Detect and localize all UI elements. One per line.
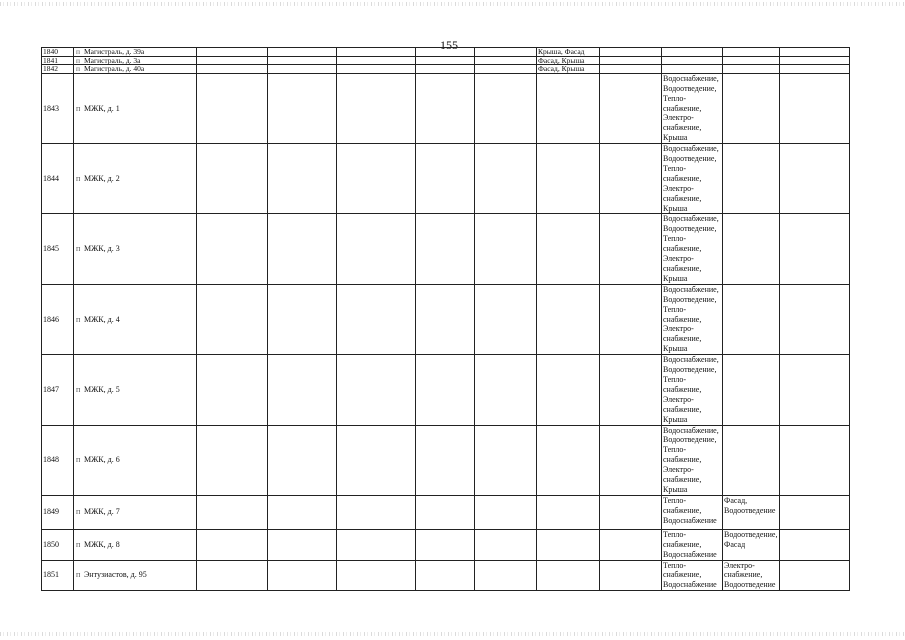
address-text: МЖК, д. 4 bbox=[84, 314, 120, 324]
work-cell bbox=[416, 214, 475, 284]
work-cell bbox=[780, 144, 850, 214]
work-cell: Водоснабжение, Водоотведение, Тепло- снабжение, Электро- снабжение, Крыша bbox=[662, 355, 723, 425]
work-cell bbox=[197, 144, 268, 214]
work-cell bbox=[475, 560, 537, 591]
row-number: 1851 bbox=[42, 560, 74, 591]
work-cell bbox=[197, 495, 268, 529]
work-cell bbox=[416, 65, 475, 74]
work-cell bbox=[537, 284, 600, 354]
work-cell bbox=[723, 48, 780, 57]
address-text: МЖК, д. 1 bbox=[84, 103, 120, 113]
work-cell bbox=[723, 65, 780, 74]
work-cell bbox=[416, 284, 475, 354]
work-cell: Тепло- снабжение, Водоснабжение bbox=[662, 495, 723, 529]
work-cell: Водоснабжение, Водоотведение, Тепло- снабжение, Электро- снабжение, Крыша bbox=[662, 73, 723, 143]
work-cell bbox=[780, 284, 850, 354]
row-number: 1843 bbox=[42, 73, 74, 143]
work-cell bbox=[600, 284, 662, 354]
work-cell bbox=[723, 355, 780, 425]
work-cell bbox=[416, 144, 475, 214]
work-cell bbox=[337, 529, 416, 560]
work-cell bbox=[416, 495, 475, 529]
work-cell bbox=[723, 144, 780, 214]
work-cell bbox=[268, 355, 337, 425]
work-cell bbox=[475, 65, 537, 74]
work-cell bbox=[197, 65, 268, 74]
work-cell bbox=[600, 355, 662, 425]
work-cell bbox=[600, 65, 662, 74]
row-number: 1847 bbox=[42, 355, 74, 425]
row-number: 1845 bbox=[42, 214, 74, 284]
table-row bbox=[42, 56, 850, 65]
address-text: МЖК, д. 5 bbox=[84, 384, 120, 394]
work-cell bbox=[475, 284, 537, 354]
work-cell bbox=[723, 214, 780, 284]
work-cell bbox=[268, 284, 337, 354]
work-cell bbox=[416, 355, 475, 425]
work-cell bbox=[416, 56, 475, 65]
address-cell bbox=[74, 144, 197, 214]
work-cell bbox=[600, 560, 662, 591]
work-cell: Водоснабжение, Водоотведение, Тепло- снабжение, Электро- снабжение, Крыша bbox=[662, 425, 723, 495]
work-cell bbox=[600, 73, 662, 143]
row-number: 1848 bbox=[42, 425, 74, 495]
locality-prefix: п bbox=[76, 47, 81, 56]
address-text: Магистраль, д. 40а bbox=[84, 64, 145, 74]
work-cell bbox=[268, 495, 337, 529]
work-cell bbox=[197, 56, 268, 65]
table-row bbox=[42, 144, 850, 214]
address-cell bbox=[74, 355, 197, 425]
table-row bbox=[42, 48, 850, 57]
work-cell bbox=[337, 495, 416, 529]
work-cell bbox=[537, 214, 600, 284]
work-cell bbox=[337, 355, 416, 425]
work-cell bbox=[537, 73, 600, 143]
work-cell bbox=[268, 529, 337, 560]
work-cell: Тепло- снабжение, Водоснабжение bbox=[662, 529, 723, 560]
table-row bbox=[42, 214, 850, 284]
work-cell bbox=[723, 425, 780, 495]
work-cell bbox=[197, 284, 268, 354]
address-text: МЖК, д. 3 bbox=[84, 244, 120, 254]
work-cell bbox=[600, 529, 662, 560]
locality-prefix: п bbox=[76, 103, 81, 113]
work-cell bbox=[475, 144, 537, 214]
address-cell bbox=[74, 284, 197, 354]
address-cell bbox=[74, 214, 197, 284]
table-row bbox=[42, 73, 850, 143]
locality-prefix: п bbox=[76, 56, 81, 65]
locality-prefix: п bbox=[76, 570, 81, 580]
work-cell bbox=[600, 56, 662, 65]
work-cell bbox=[780, 425, 850, 495]
work-cell bbox=[197, 529, 268, 560]
work-cell bbox=[780, 73, 850, 143]
locality-prefix: п bbox=[76, 507, 81, 517]
work-cell bbox=[475, 73, 537, 143]
work-cell bbox=[723, 73, 780, 143]
address-cell bbox=[74, 65, 197, 74]
work-cell bbox=[268, 144, 337, 214]
work-cell bbox=[537, 495, 600, 529]
work-cell: Водоснабжение, Водоотведение, Тепло- снабжение, Электро- снабжение, Крыша bbox=[662, 214, 723, 284]
row-number: 1849 bbox=[42, 495, 74, 529]
repair-schedule-table bbox=[41, 47, 850, 591]
work-cell bbox=[197, 425, 268, 495]
work-cell: Водоотведение, Фасад bbox=[723, 529, 780, 560]
work-cell: Водоснабжение, Водоотведение, Тепло- снабжение, Электро- снабжение, Крыша bbox=[662, 144, 723, 214]
work-cell bbox=[268, 56, 337, 65]
work-cell: Фасад, Крыша bbox=[537, 56, 600, 65]
table-row bbox=[42, 425, 850, 495]
work-cell bbox=[723, 284, 780, 354]
address-cell bbox=[74, 495, 197, 529]
row-number: 1844 bbox=[42, 144, 74, 214]
work-cell bbox=[337, 65, 416, 74]
work-cell bbox=[537, 144, 600, 214]
address-text: МЖК, д. 8 bbox=[84, 539, 120, 549]
locality-prefix: п bbox=[76, 314, 81, 324]
table-row bbox=[42, 355, 850, 425]
work-cell bbox=[600, 425, 662, 495]
work-cell bbox=[197, 355, 268, 425]
work-cell: Электро- снабжение, Водоотведение bbox=[723, 560, 780, 591]
work-cell bbox=[268, 560, 337, 591]
work-cell bbox=[537, 425, 600, 495]
work-cell bbox=[600, 214, 662, 284]
address-text: Магистраль, д. 39а bbox=[84, 47, 145, 56]
work-cell bbox=[197, 560, 268, 591]
work-cell bbox=[780, 56, 850, 65]
work-cell bbox=[268, 48, 337, 57]
work-cell bbox=[475, 529, 537, 560]
address-cell bbox=[74, 425, 197, 495]
work-cell bbox=[337, 560, 416, 591]
work-cell bbox=[416, 73, 475, 143]
work-cell bbox=[662, 65, 723, 74]
work-cell bbox=[416, 529, 475, 560]
address-text: МЖК, д. 6 bbox=[84, 455, 120, 465]
work-cell bbox=[268, 214, 337, 284]
work-cell bbox=[723, 56, 780, 65]
work-cell: Водоснабжение, Водоотведение, Тепло- снабжение, Электро- снабжение, Крыша bbox=[662, 284, 723, 354]
work-cell bbox=[337, 73, 416, 143]
locality-prefix: п bbox=[76, 64, 81, 74]
work-cell bbox=[337, 284, 416, 354]
table-row bbox=[42, 560, 850, 591]
work-cell bbox=[600, 495, 662, 529]
address-cell bbox=[74, 48, 197, 57]
work-cell bbox=[475, 48, 537, 57]
work-cell bbox=[416, 425, 475, 495]
work-cell: Крыша, Фасад bbox=[537, 48, 600, 57]
work-cell bbox=[416, 560, 475, 591]
work-cell bbox=[780, 355, 850, 425]
locality-prefix: п bbox=[76, 244, 81, 254]
work-cell bbox=[268, 73, 337, 143]
address-cell bbox=[74, 529, 197, 560]
address-text: Энтузиастов, д. 95 bbox=[84, 570, 147, 580]
work-cell bbox=[780, 214, 850, 284]
address-cell bbox=[74, 73, 197, 143]
table-row bbox=[42, 495, 850, 529]
table-row bbox=[42, 284, 850, 354]
work-cell: Фасад, Водоотведение bbox=[723, 495, 780, 529]
work-cell bbox=[475, 425, 537, 495]
work-cell bbox=[475, 56, 537, 65]
locality-prefix: п bbox=[76, 539, 81, 549]
work-cell bbox=[197, 73, 268, 143]
work-cell: Тепло- снабжение, Водоснабжение bbox=[662, 560, 723, 591]
work-cell bbox=[780, 560, 850, 591]
work-cell bbox=[475, 355, 537, 425]
work-cell bbox=[662, 48, 723, 57]
work-cell bbox=[662, 56, 723, 65]
locality-prefix: п bbox=[76, 173, 81, 183]
work-cell bbox=[197, 214, 268, 284]
row-number: 1841 bbox=[42, 56, 74, 65]
work-cell bbox=[780, 529, 850, 560]
work-cell bbox=[197, 48, 268, 57]
work-cell bbox=[337, 144, 416, 214]
table-row bbox=[42, 529, 850, 560]
work-cell bbox=[337, 214, 416, 284]
work-cell bbox=[337, 56, 416, 65]
work-cell bbox=[537, 560, 600, 591]
work-cell bbox=[780, 495, 850, 529]
address-text: Магистраль, д. 3а bbox=[84, 56, 141, 65]
work-cell bbox=[268, 425, 337, 495]
work-cell bbox=[416, 48, 475, 57]
locality-prefix: п bbox=[76, 455, 81, 465]
work-cell bbox=[475, 214, 537, 284]
address-cell bbox=[74, 560, 197, 591]
work-cell bbox=[337, 48, 416, 57]
table-row bbox=[42, 65, 850, 74]
work-cell bbox=[537, 529, 600, 560]
work-cell bbox=[268, 65, 337, 74]
scan-noise-bottom bbox=[0, 632, 905, 636]
address-text: МЖК, д. 2 bbox=[84, 173, 120, 183]
work-cell bbox=[780, 48, 850, 57]
row-number: 1840 bbox=[42, 48, 74, 57]
work-cell bbox=[337, 425, 416, 495]
address-text: МЖК, д. 7 bbox=[84, 507, 120, 517]
work-cell bbox=[600, 144, 662, 214]
work-cell: Фасад, Крыша bbox=[537, 65, 600, 74]
row-number: 1842 bbox=[42, 65, 74, 74]
work-cell bbox=[475, 495, 537, 529]
page-number: 155 bbox=[440, 38, 458, 52]
work-cell bbox=[600, 48, 662, 57]
row-number: 1846 bbox=[42, 284, 74, 354]
row-number: 1850 bbox=[42, 529, 74, 560]
work-cell bbox=[780, 65, 850, 74]
scan-noise-top bbox=[0, 2, 905, 6]
work-cell bbox=[537, 355, 600, 425]
address-cell bbox=[74, 56, 197, 65]
locality-prefix: п bbox=[76, 384, 81, 394]
